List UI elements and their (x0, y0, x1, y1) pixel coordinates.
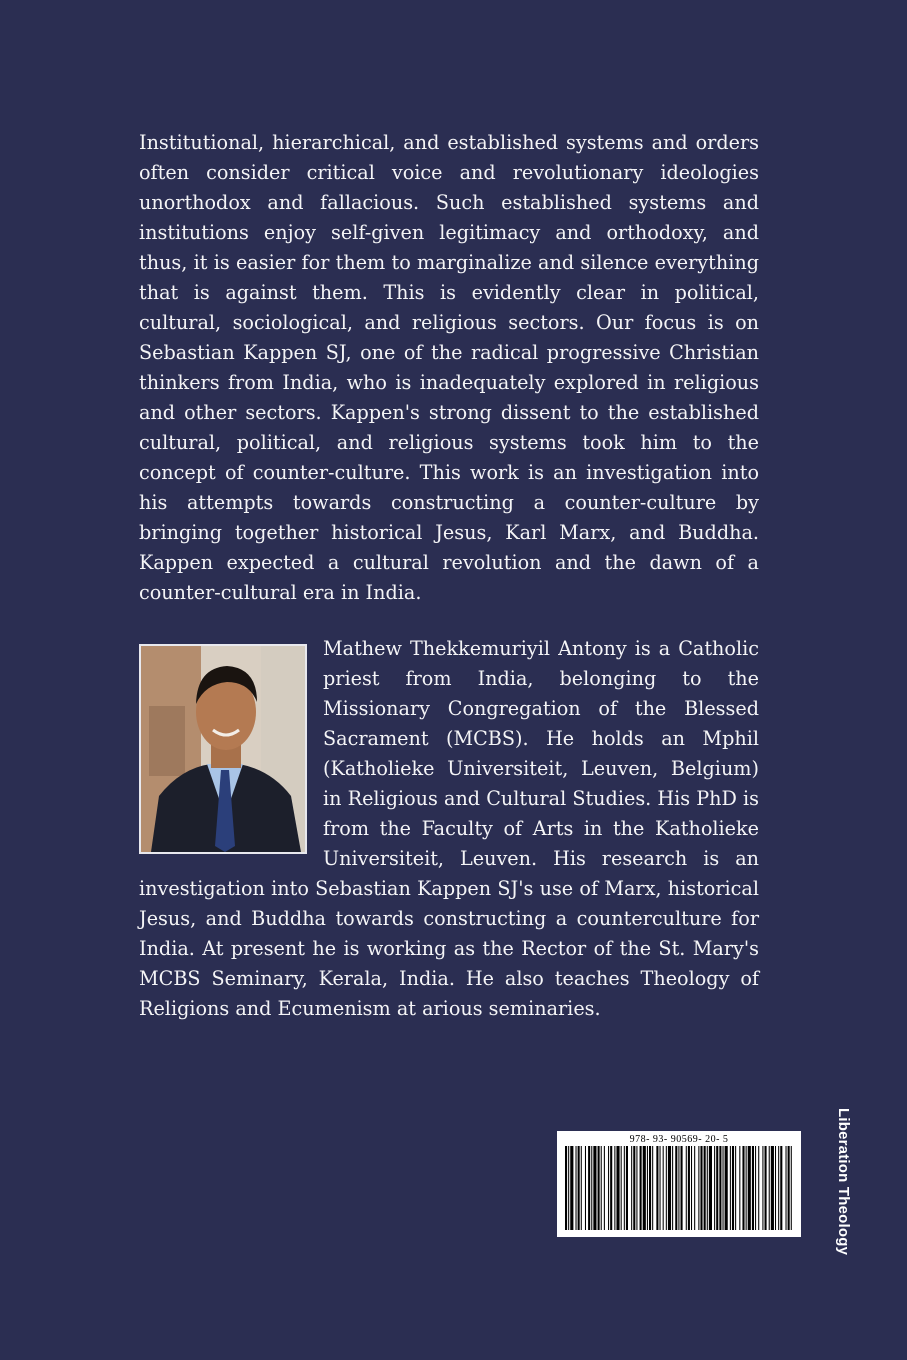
author-bio: Mathew Thekkemuriyil Antony is a Catholic priest from India, belonging to the Missionary Congregation of the Blessed Sacrament (MCBS). He holds an Mphil (Katholieke Universiteit, Leuven, Belgium) in Religious and Cultural Studies. His PhD is from the Faculty of Arts in the Katholieke Universiteit, Leuven. His research is an investigation into Sebastian Kappen SJ's use of Marx, historical Jesus, and Buddha towards constructing a counterculture for India. At present he is working as the Rector of the St. Mary's MCBS Seminary, Kerala, India. He also teaches Theology of Religions and Ecumenism at arious seminaries. (139, 637, 759, 1020)
barcode-bar (688, 1146, 690, 1230)
barcode-bar (780, 1146, 782, 1230)
book-blurb: Institutional, hierarchical, and established systems and orders often consider critical voice and revolutionary ideologies unorthodox and fallacious. Such established systems and institutions enjoy self-given legitimacy and orthodoxy, and thus, it is easier for them to marginalize and silence everything that is against them. This is evidently clear in political, cultural, sociological, and religious sectors. Our focus is on Sebastian Kappen SJ, one of the radical progressive Christian thinkers from India, who is inadequately explored in religious and other sectors. Kappen's strong dissent to the established cultural, political, and religious systems took him to the concept of counter-culture. This work is an investigation into his attempts towards constructing a counter-culture by bringing together historical Jesus, Karl Marx, and Buddha. Kappen expected a cultural revolution and the dawn of a counter-cultural era in India. (139, 131, 759, 604)
barcode-bar (707, 1146, 708, 1230)
barcode-bar (771, 1146, 774, 1230)
barcode-bar (723, 1146, 724, 1230)
barcode-bar (791, 1146, 792, 1230)
barcode-bar (663, 1146, 664, 1230)
barcode-bar (778, 1146, 779, 1230)
barcode-bar (709, 1146, 712, 1230)
author-photo (139, 644, 307, 854)
barcode-bar (668, 1146, 671, 1230)
barcode-bar (578, 1146, 580, 1230)
barcode-bar (626, 1146, 628, 1230)
barcode-bar (576, 1146, 577, 1230)
barcode-bar (608, 1146, 609, 1230)
barcode-bar (732, 1146, 734, 1230)
barcode-bar (649, 1146, 651, 1230)
barcode-bar (716, 1146, 718, 1230)
barcode-bar (588, 1146, 590, 1230)
barcode-bar (700, 1146, 702, 1230)
isbn-barcode (557, 1131, 801, 1237)
barcode-bar (565, 1146, 567, 1230)
barcode-bar (714, 1146, 715, 1230)
barcode-bar (666, 1146, 667, 1230)
barcode-bar (652, 1146, 653, 1230)
barcode-bar (758, 1146, 759, 1230)
barcode-bar (604, 1146, 605, 1230)
barcode-bar (656, 1146, 658, 1230)
barcode-bar (643, 1146, 646, 1230)
barcode-bar (621, 1146, 622, 1230)
barcode-bar (610, 1146, 612, 1230)
barcode-bars (565, 1146, 793, 1230)
barcode-bar (730, 1146, 731, 1230)
barcode-bar (746, 1146, 747, 1230)
barcode-bar (581, 1146, 582, 1230)
barcode-bar (755, 1146, 756, 1230)
barcode-bar (614, 1146, 615, 1230)
barcode-bar (681, 1146, 683, 1230)
barcode-bar (675, 1146, 677, 1230)
barcode-bar (636, 1146, 637, 1230)
barcode-bar (694, 1146, 695, 1230)
barcode-bar (765, 1146, 767, 1230)
barcode-bar (719, 1146, 721, 1230)
barcode-bar (739, 1146, 740, 1230)
barcode-bar (672, 1146, 673, 1230)
barcode-bar (660, 1146, 661, 1230)
barcode-bar (752, 1146, 754, 1230)
barcode-bar (769, 1146, 770, 1230)
isbn-number: 978- 93- 90569- 20- 5 (629, 1134, 729, 1145)
barcode-bar (762, 1146, 763, 1230)
barcode-bar (686, 1146, 687, 1230)
barcode-bar (788, 1146, 790, 1230)
barcode-bar (570, 1146, 573, 1230)
barcode-bar (598, 1146, 600, 1230)
barcode-bar (725, 1146, 728, 1230)
barcode-bar (691, 1146, 692, 1230)
author-section (139, 634, 759, 1024)
barcode-bar (647, 1146, 648, 1230)
barcode-bar (593, 1146, 596, 1230)
barcode-bar (616, 1146, 619, 1230)
barcode-bar (704, 1146, 706, 1230)
barcode-bar (786, 1146, 787, 1230)
author-portrait-image (141, 646, 305, 852)
barcode-bar (678, 1146, 679, 1230)
barcode-bar (698, 1146, 699, 1230)
barcode-bar (775, 1146, 776, 1230)
barcode-bar (742, 1146, 744, 1230)
barcode-bar (748, 1146, 751, 1230)
barcode-bar (591, 1146, 592, 1230)
barcode-bar (585, 1146, 586, 1230)
barcode-bar (568, 1146, 569, 1230)
barcode-bar (735, 1146, 736, 1230)
barcode-bar (601, 1146, 602, 1230)
spine-series-label: Liberation Theology (835, 1108, 852, 1256)
barcode-bar (633, 1146, 635, 1230)
barcode-bar (631, 1146, 632, 1230)
barcode-bar (624, 1146, 625, 1230)
barcode-bar (640, 1146, 642, 1230)
